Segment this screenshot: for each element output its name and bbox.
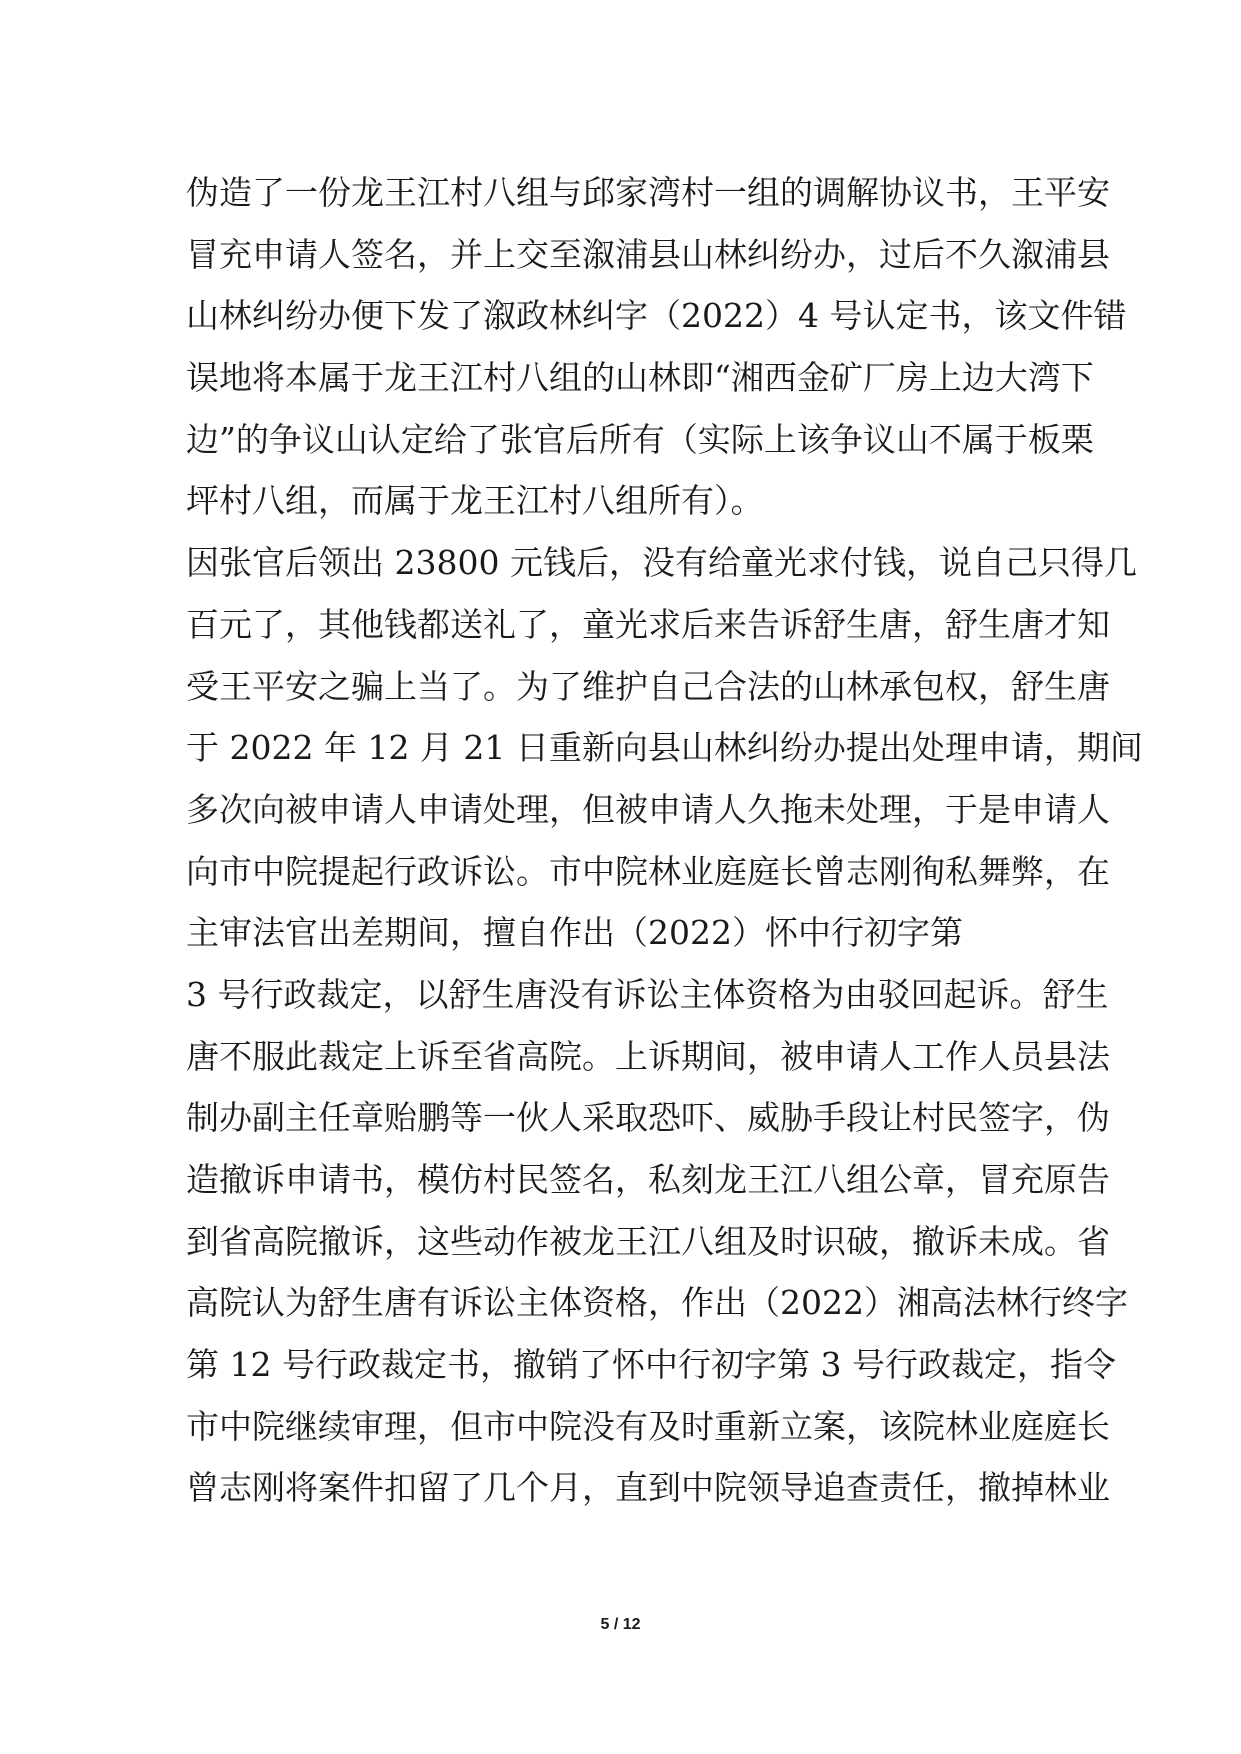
text-line: 误地将本属于龙王江村八组的山林即“湘西金矿厂房上边大湾下	[186, 358, 1094, 398]
text-line: 多次向被申请人申请处理，但被申请人久拖未处理，于是申请人	[186, 789, 1110, 829]
text-line: 因张官后领出 23800 元钱后，没有给童光求付钱，说自己只得几	[186, 543, 1137, 583]
text-line: 伪造了一份龙王江村八组与邱家湾村一组的调解协议书，王平安	[186, 173, 1110, 212]
text-line: 边”的争议山认定给了张官后所有（实际上该争议山不属于板栗	[186, 419, 1094, 459]
text-line: 受王平安之骗上当了。为了维护自己合法的山林承包权，舒生唐	[186, 666, 1110, 706]
text-line: 市中院继续审理，但市中院没有及时重新立案，该院林业庭庭长	[186, 1406, 1110, 1446]
text-line: 曾志刚将案件扣留了几个月，直到中院领导追查责任，撤掉林业	[186, 1468, 1110, 1508]
text-line: 到省高院撤诉，这些动作被龙王江八组及时识破，撤诉未成。省	[186, 1221, 1110, 1261]
text-line: 造撤诉申请书，模仿村民签名，私刻龙王江八组公章，冒充原告	[186, 1160, 1110, 1199]
text-line: 唐不服此裁定上诉至省高院。上诉期间，被申请人工作人员县法	[186, 1036, 1110, 1076]
text-line: 3 号行政裁定，以舒生唐没有诉讼主体资格为由驳回起诉。舒生	[186, 974, 1109, 1014]
text-line: 主审法官出差期间，擅自作出（2022）怀中行初字第	[186, 913, 963, 953]
text-line: 制办副主任章贻鹏等一伙人采取恐吓、威胁手段让村民签字，伪	[186, 1098, 1110, 1138]
text-line: 向市中院提起行政诉讼。市中院林业庭庭长曾志刚徇私舞弊，在	[186, 851, 1110, 891]
text-line: 于 2022 年 12 月 21 日重新向县山林纠纷办提出处理申请，期间	[186, 728, 1143, 768]
text-line: 百元了，其他钱都送礼了，童光求后来告诉舒生唐，舒生唐才知	[186, 604, 1110, 644]
text-line: 山林纠纷办便下发了溆政林纠字（2022）4 号认定书，该文件错	[186, 296, 1127, 336]
text-line: 第 12 号行政裁定书，撤销了怀中行初字第 3 号行政裁定，指令	[186, 1345, 1116, 1385]
page-number: 5 / 12	[600, 1616, 641, 1633]
text-line: 高院认为舒生唐有诉讼主体资格，作出（2022）湘高法林行终字	[186, 1283, 1128, 1323]
text-line: 冒充申请人签名，并上交至溆浦县山林纠纷办，过后不久溆浦县	[186, 234, 1110, 274]
text-line: 坪村八组，而属于龙王江村八组所有）。	[186, 481, 764, 521]
body-text	[186, 162, 1143, 1519]
